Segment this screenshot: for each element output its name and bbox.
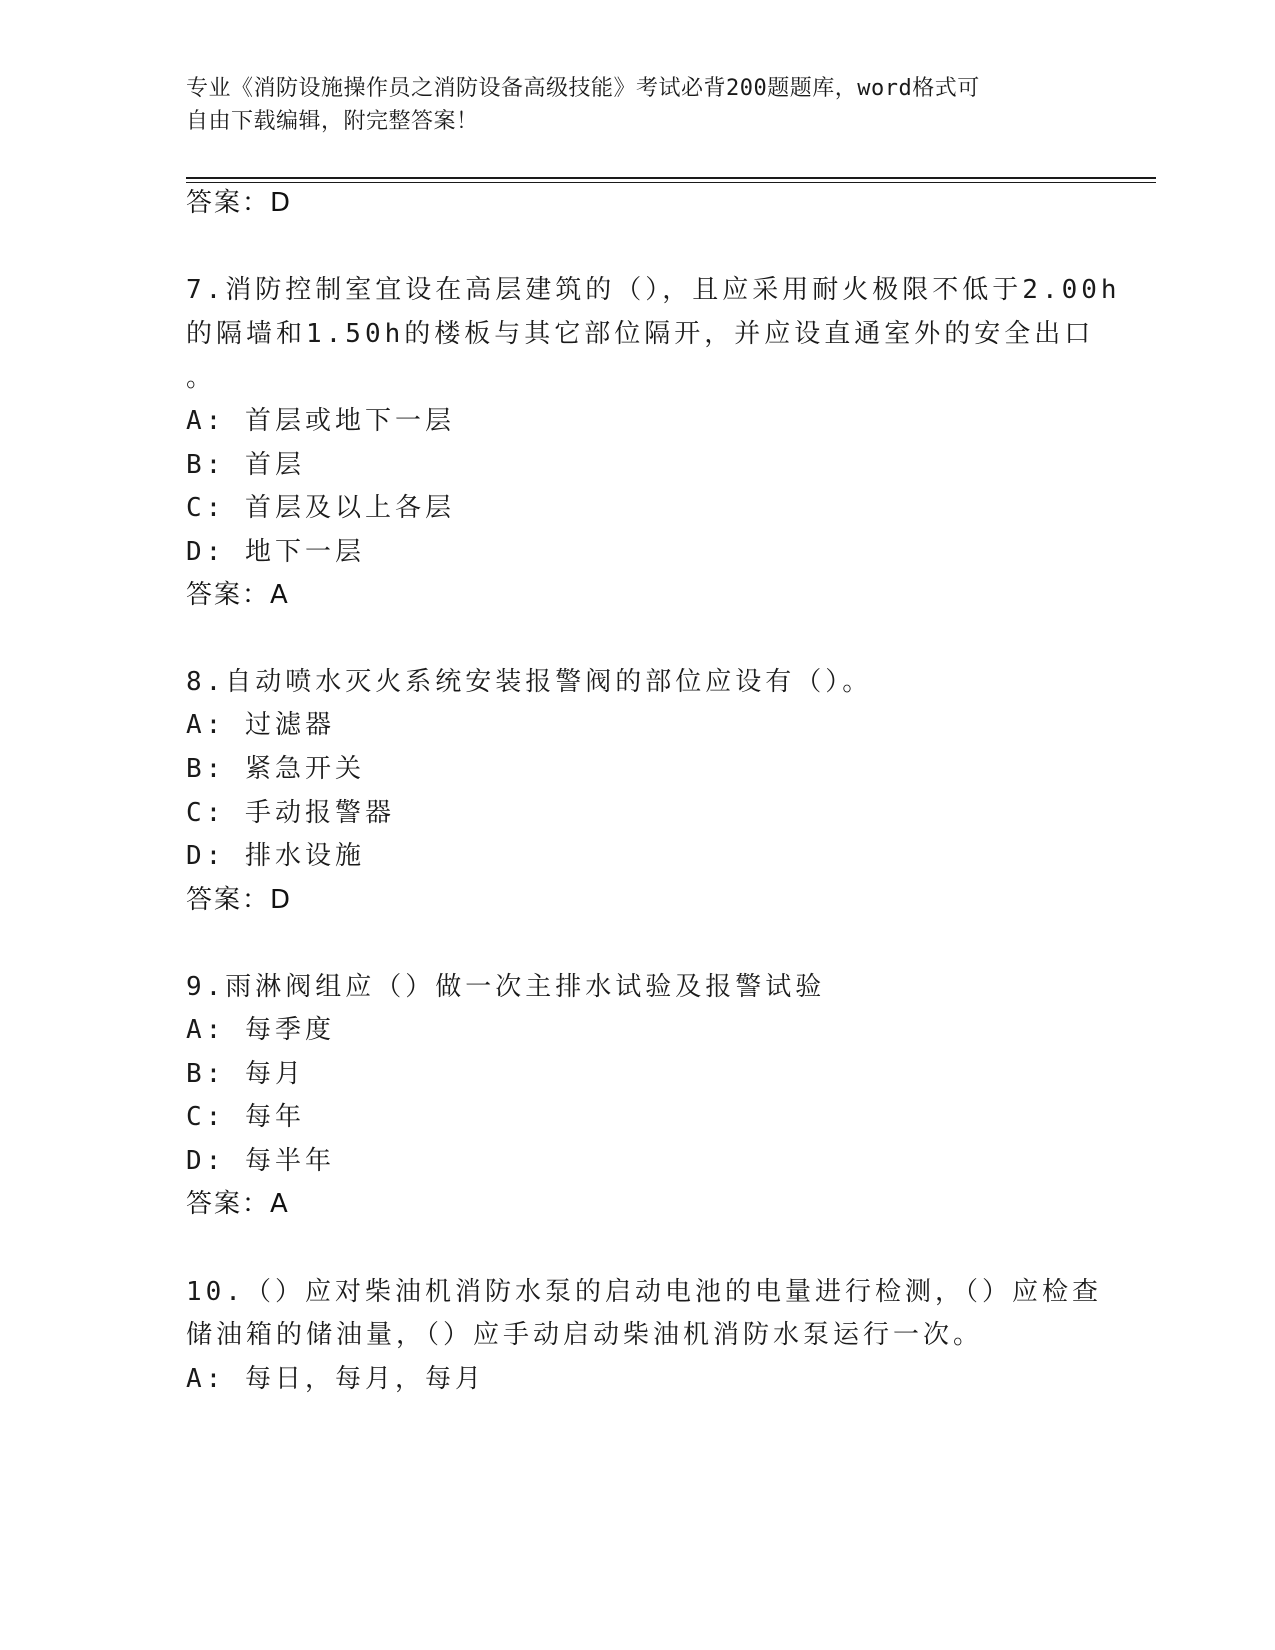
question-8-answer: 答案：D [186, 885, 293, 915]
question-9-stem-line-1: 9.雨淋阀组应（）做一次主排水试验及报警试验 [186, 972, 826, 1002]
header-line-2: 自由下载编辑，附完整答案！ [186, 109, 479, 134]
question-8-stem-line-1: 8.自动喷水灭火系统安装报警阀的部位应设有（）。 [186, 667, 873, 697]
question-7-stem-line-3: 。 [186, 363, 217, 393]
question-7-answer: 答案：A [186, 580, 290, 610]
document-header [186, 72, 1066, 138]
answer-line: 答案：D [186, 188, 293, 218]
question-10-option-a: A: 每日，每月，每月 [186, 1364, 485, 1394]
question-7-option-c: C: 首层及以上各层 [186, 493, 455, 523]
question-7-option-a: A: 首层或地下一层 [186, 406, 455, 436]
question-9-option-a: A: 每季度 [186, 1015, 335, 1045]
header-divider-thick [186, 177, 1156, 179]
question-7-stem-line-2: 的隔墙和1.50h的楼板与其它部位隔开，并应设直通室外的安全出口 [186, 319, 1095, 349]
question-8-option-c: C: 手动报警器 [186, 798, 395, 828]
header-line-1: 专业《消防设施操作员之消防设备高级技能》考试必背200题题库，word格式可 [186, 76, 980, 101]
question-8-option-b: B: 紧急开关 [186, 754, 365, 784]
question-7-option-b: B: 首层 [186, 450, 305, 480]
question-10-stem-line-1: 10.（）应对柴油机消防水泵的启动电池的电量进行检测，（）应检查 [186, 1277, 1102, 1307]
question-7-stem-line-1: 7.消防控制室宜设在高层建筑的（），且应采用耐火极限不低于2.00h [186, 275, 1121, 305]
question-10-stem-line-2: 储油箱的储油量，（）应手动启动柴油机消防水泵运行一次。 [186, 1320, 984, 1350]
question-7-option-d: D: 地下一层 [186, 537, 365, 567]
question-9-answer: 答案：A [186, 1189, 290, 1219]
question-9-option-d: D: 每半年 [186, 1146, 335, 1176]
question-8-option-d: D: 排水设施 [186, 841, 365, 871]
header-divider-thin [186, 182, 1156, 183]
question-9-option-b: B: 每月 [186, 1059, 305, 1089]
question-9-option-c: C: 每年 [186, 1102, 305, 1132]
question-8-option-a: A: 过滤器 [186, 710, 335, 740]
